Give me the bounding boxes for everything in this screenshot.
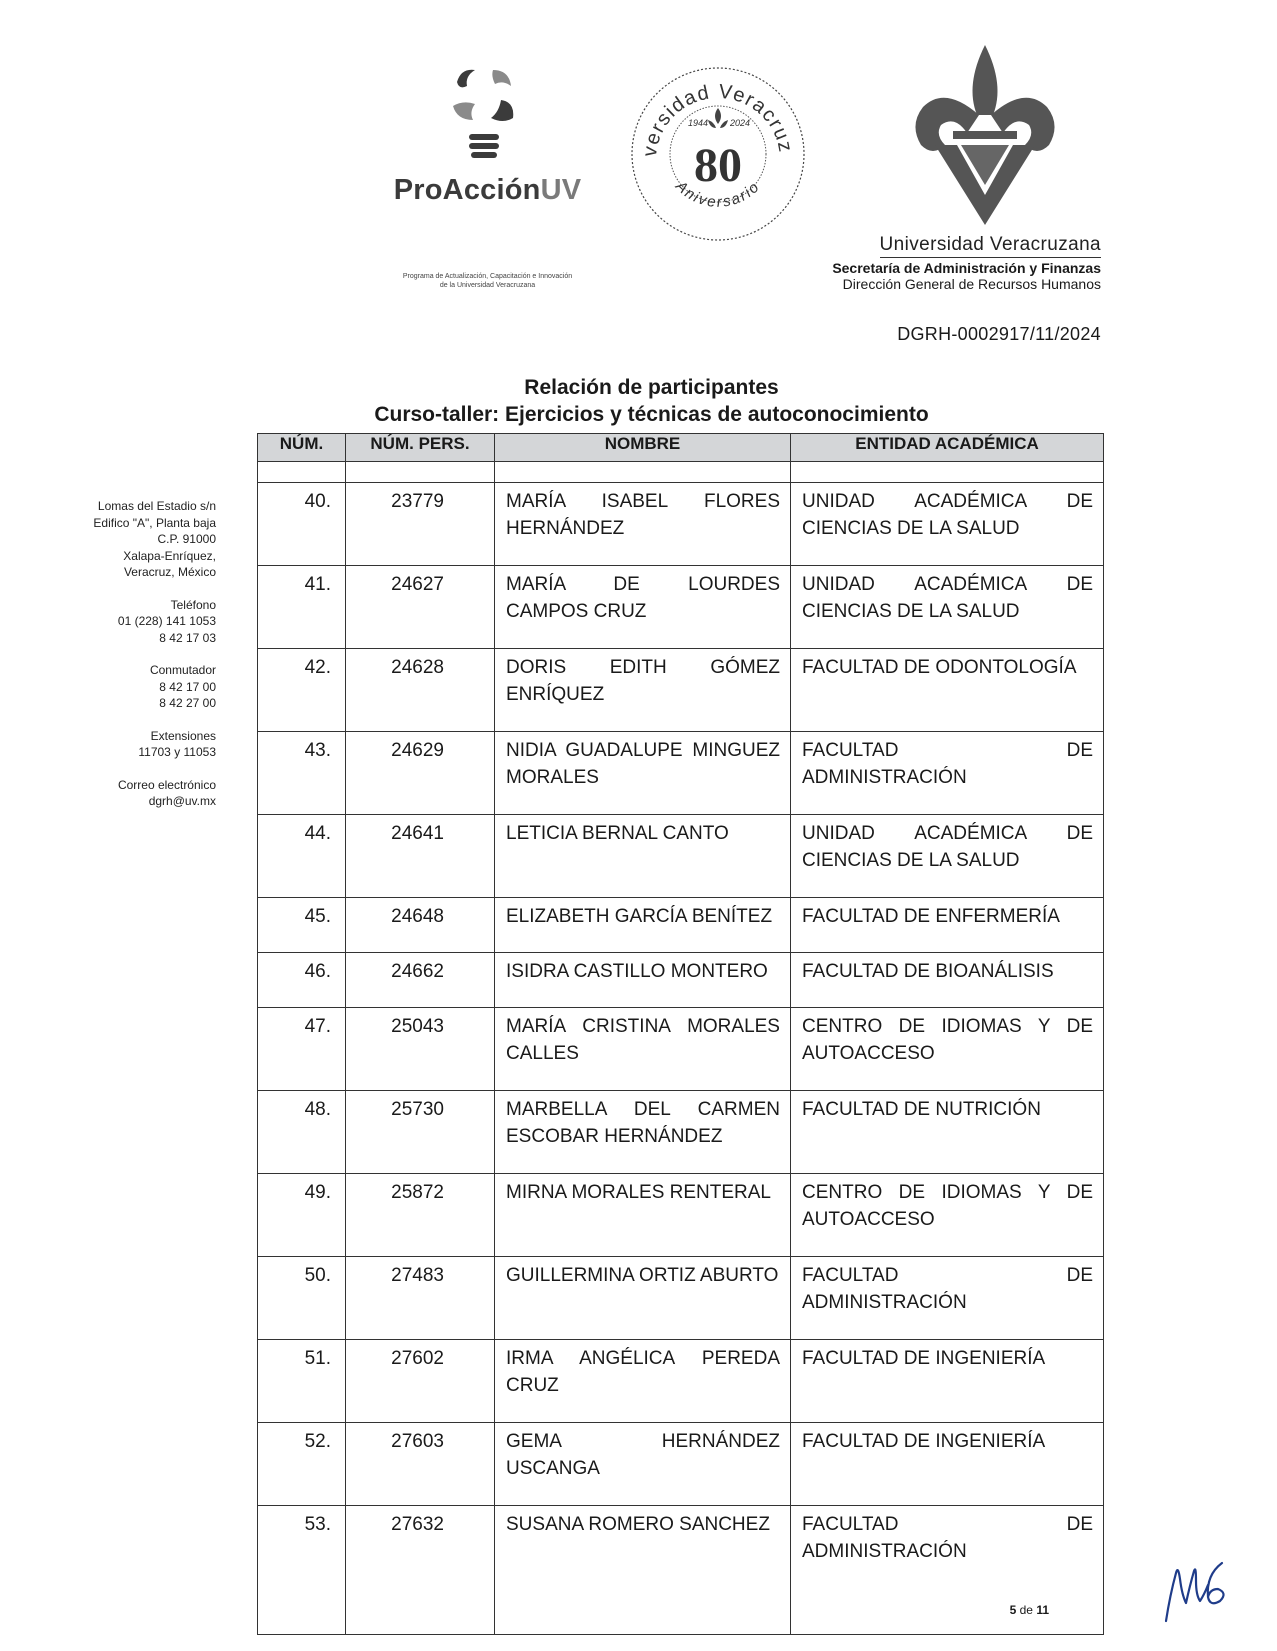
switchboard-block: Conmutador 8 42 17 00 8 42 27 00 bbox=[149, 663, 216, 710]
address: Lomas del Estadio s/n Edifico "A", Planta baja C.P. 91000 Xalapa-Enríquez, Veracruz, México bbox=[93, 499, 216, 579]
header-entity: ENTIDAD ACADÉMICA bbox=[791, 434, 1104, 462]
anniversary-seal bbox=[628, 64, 808, 244]
table-row: 43. 24629 NIDIA GUADALUPE MINGUEZ MORALES FACULTAD DE ADMINISTRACIÓN bbox=[258, 732, 1104, 815]
table-row: 46. 24662 ISIDRA CASTILLO MONTERO FACULTAD DE BIOANÁLISIS bbox=[258, 953, 1104, 1008]
table-row: 45. 24648 ELIZABETH GARCÍA BENÍTEZ FACULTAD DE ENFERMERÍA bbox=[258, 898, 1104, 953]
handwritten-initials bbox=[1160, 1555, 1240, 1630]
institution-name: Universidad Veracruzana bbox=[880, 234, 1101, 258]
direction-name: Dirección General de Recursos Humanos bbox=[842, 276, 1101, 292]
table-row: 42. 24628 DORIS EDITH GÓMEZ ENRÍQUEZ FACULTAD DE ODONTOLOGÍA bbox=[258, 649, 1104, 732]
institution-block bbox=[832, 234, 1101, 292]
contact-sidebar bbox=[60, 498, 216, 826]
secretariat-name: Secretaría de Administración y Finanzas bbox=[832, 260, 1101, 276]
lightbulb-icon bbox=[447, 62, 527, 170]
svg-text:2024: 2024 bbox=[730, 118, 751, 128]
table-row: 49. 25872 MIRNA MORALES RENTERAL CENTRO DE IDIOMAS Y DE AUTOACCESO bbox=[258, 1174, 1104, 1257]
document-title: Relación de participantes bbox=[524, 376, 779, 399]
proaccion-logo bbox=[375, 62, 600, 289]
table-row: 40. 23779 MARÍA ISABEL FLORES HERNÁNDEZ UNIDAD ACADÉMICA DE CIENCIAS DE LA SALUD bbox=[258, 483, 1104, 566]
header-name: NOMBRE bbox=[495, 434, 791, 462]
proaccion-name: ProAcciónUV bbox=[393, 174, 582, 206]
page-number: 5 de 11 bbox=[1009, 1603, 1049, 1617]
table-row: 41. 24627 MARÍA DE LOURDES CAMPOS CRUZ UNIDAD ACADÉMICA DE CIENCIAS DE LA SALUD bbox=[258, 566, 1104, 649]
header-num: NÚM. bbox=[258, 434, 346, 462]
header-spacer-row bbox=[258, 462, 1104, 483]
email-block: Correo electrónico dgrh@uv.mx bbox=[117, 777, 216, 808]
proaccion-tagline: Programa de Actualización, Capacitación e Innovación de la Universidad Veracruzana bbox=[402, 273, 573, 289]
course-title: Curso-taller: Ejercicios y técnicas de autoconocimiento bbox=[374, 403, 929, 426]
phone-block: Teléfono 01 (228) 141 1053 8 42 17 03 bbox=[117, 597, 216, 645]
table-row: 44. 24641 LETICIA BERNAL CANTO UNIDAD ACADÉMICA DE CIENCIAS DE LA SALUD bbox=[258, 815, 1104, 898]
header-num-pers: NÚM. PERS. bbox=[346, 434, 495, 462]
svg-text:Aniversario: Aniversario bbox=[672, 177, 764, 211]
svg-text:80: 80 bbox=[694, 139, 742, 192]
table-row: 53. 27632 SUSANA ROMERO SANCHEZ FACULTAD DE ADMINISTRACIÓN bbox=[258, 1506, 1104, 1635]
uv-emblem bbox=[905, 45, 1065, 225]
table-header-row bbox=[258, 434, 1104, 462]
table-row: 47. 25043 MARÍA CRISTINA MORALES CALLES CENTRO DE IDIOMAS Y DE AUTOACCESO bbox=[258, 1008, 1104, 1091]
table-row: 50. 27483 GUILLERMINA ORTIZ ABURTO FACULTAD DE ADMINISTRACIÓN bbox=[258, 1257, 1104, 1340]
svg-text:Universidad Veracruzana: versidad Veracruz bbox=[638, 80, 797, 158]
document-reference: DGRH-0002917/11/2024 bbox=[897, 324, 1101, 344]
table-row: 51. 27602 IRMA ANGÉLICA PEREDA CRUZ FACULTAD DE INGENIERÍA bbox=[258, 1340, 1104, 1423]
participants-table bbox=[257, 433, 1104, 1635]
table-row: 48. 25730 MARBELLA DEL CARMEN ESCOBAR HERNÁNDEZ FACULTAD DE NUTRICIÓN bbox=[258, 1091, 1104, 1174]
table-row: 52. 27603 GEMA HERNÁNDEZ USCANGA FACULTAD DE INGENIERÍA bbox=[258, 1423, 1104, 1506]
extensions-block: Extensiones 11703 y 11053 bbox=[138, 728, 216, 759]
svg-text:1944: 1944 bbox=[688, 118, 709, 128]
